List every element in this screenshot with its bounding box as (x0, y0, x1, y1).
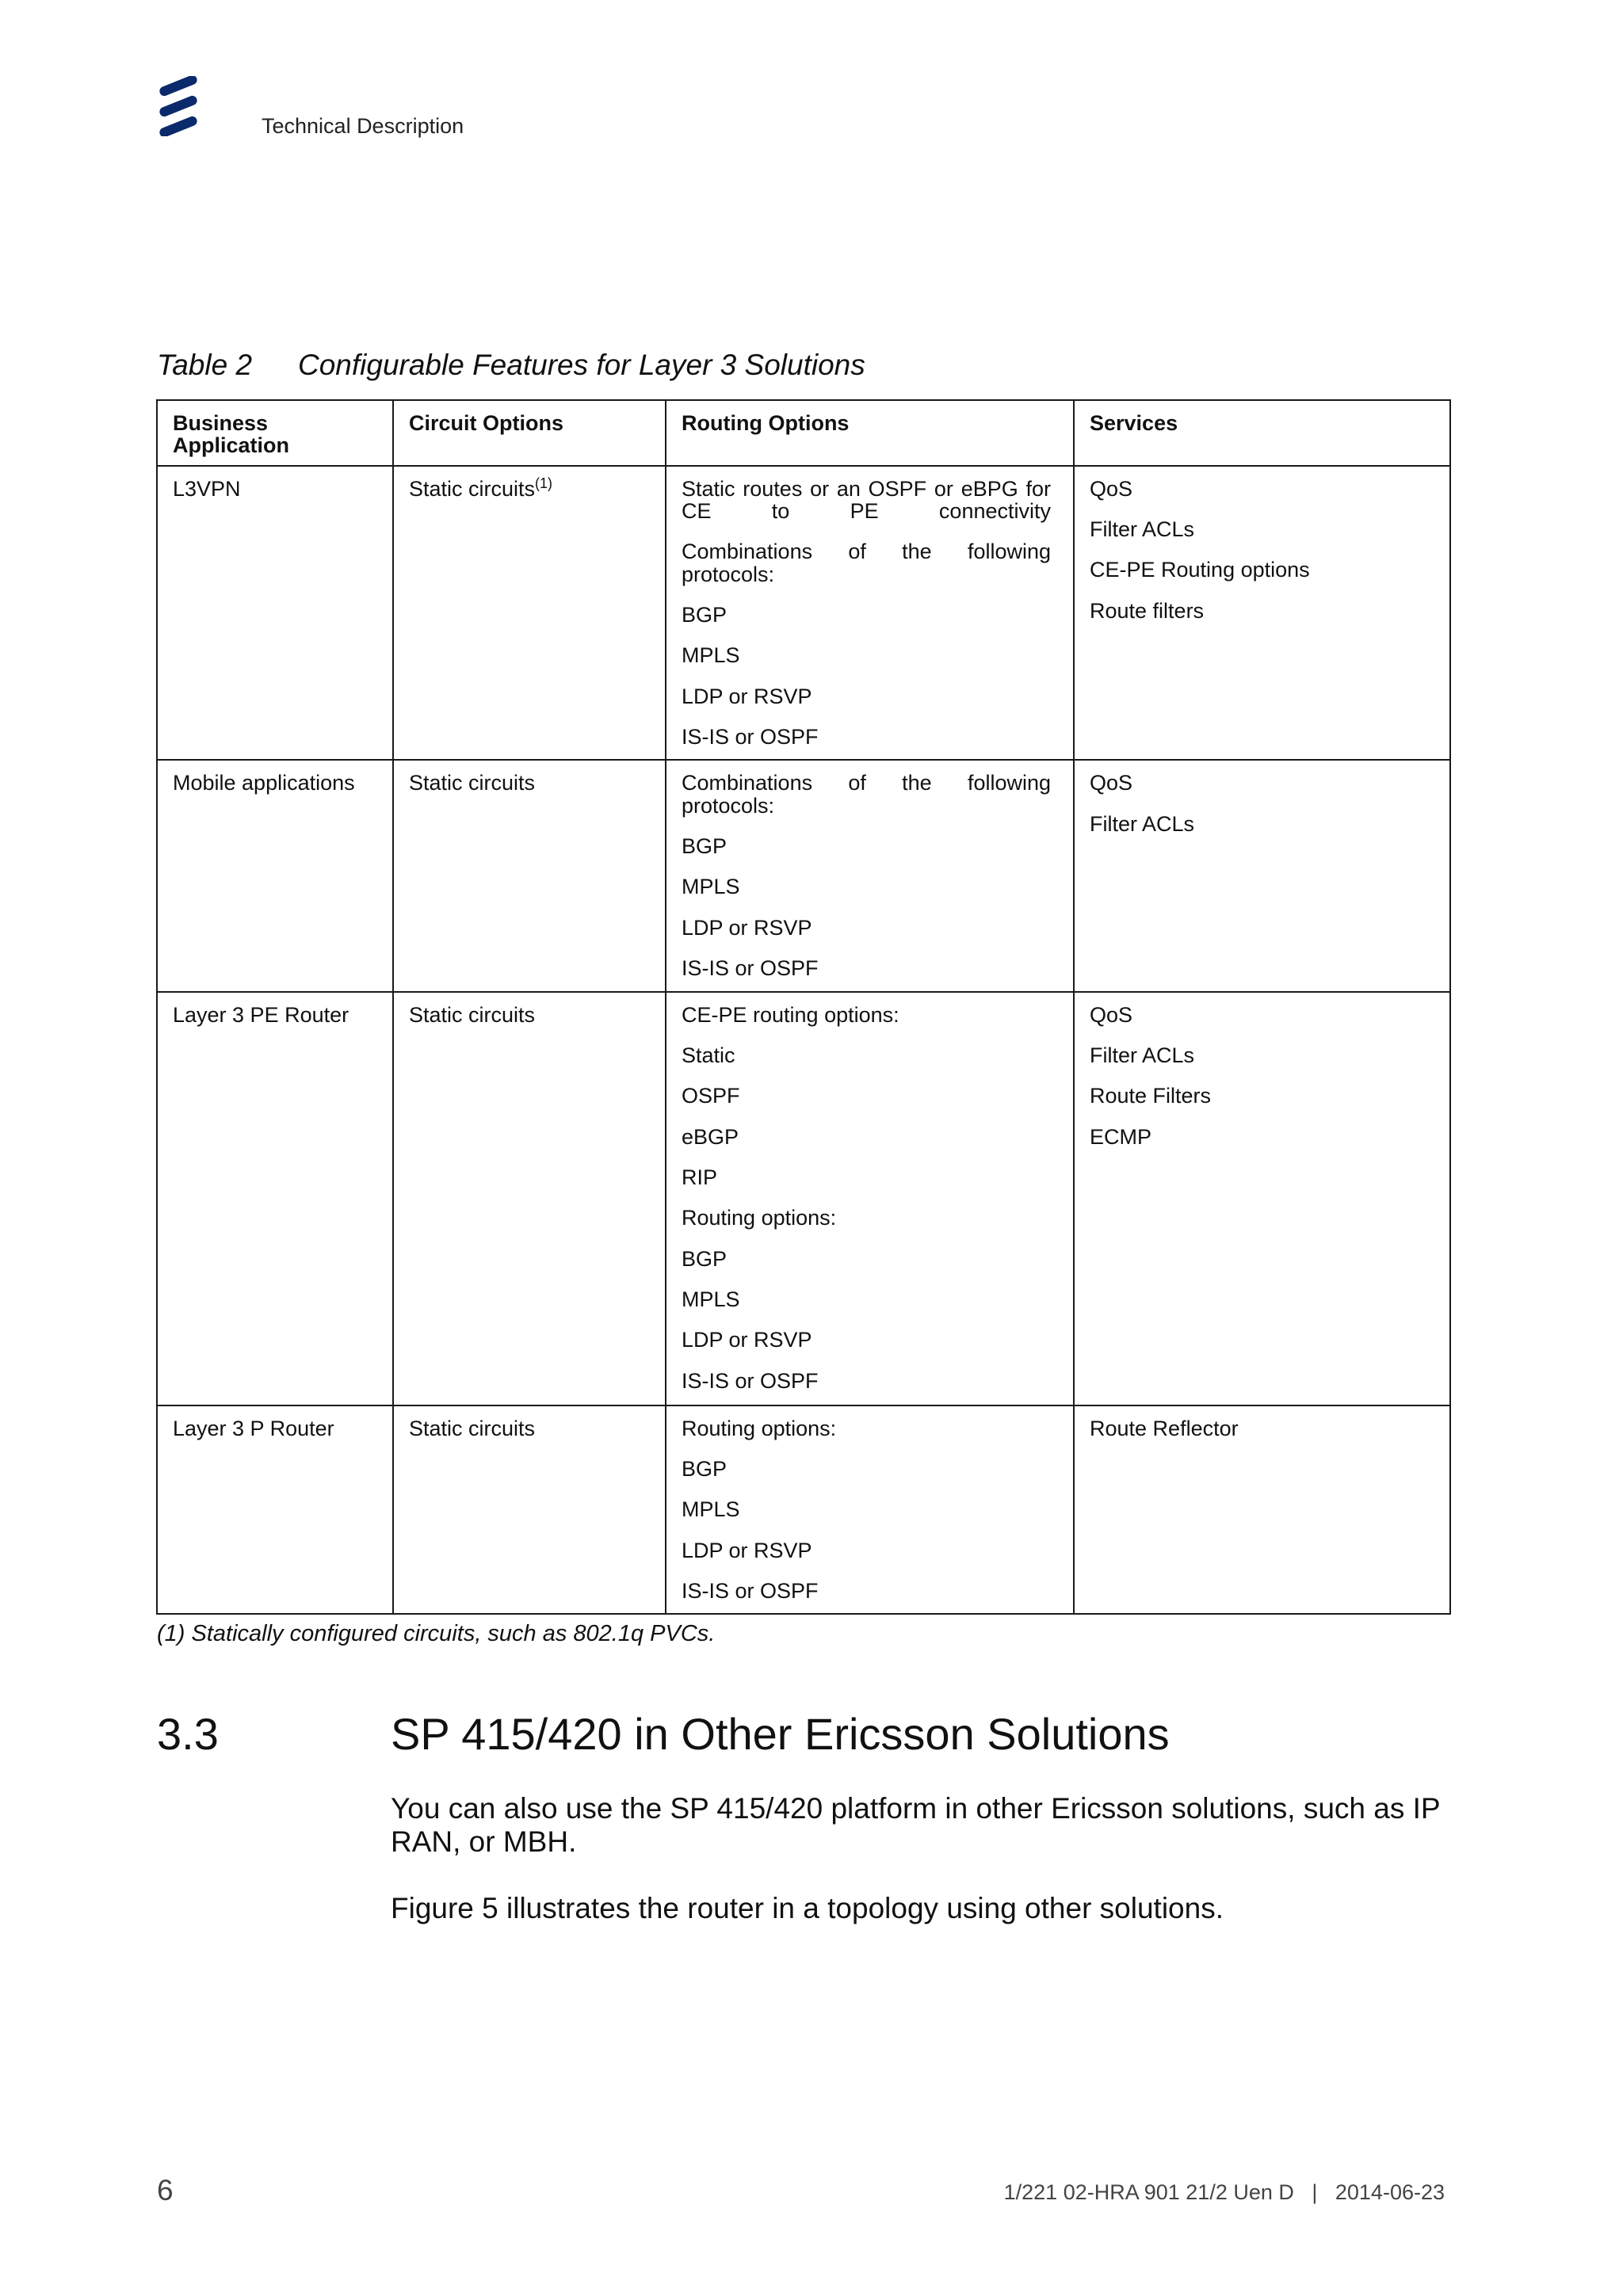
routing-cell (666, 466, 1074, 761)
routing-line: Routing options: (682, 1416, 837, 1440)
circuit-cell: Static circuits (393, 992, 666, 1405)
table-row (157, 466, 1450, 761)
service-line: CE-PE Routing options (1090, 558, 1310, 582)
service-line: Route filters (1090, 598, 1205, 623)
routing-line: Static routes or an OSPF or eBPG for CE to PE connectivity (682, 476, 1051, 524)
circuit-text: Static circuits (409, 476, 536, 501)
routing-line: MPLS (682, 875, 740, 899)
routing-line: BGP (682, 834, 727, 859)
routing-line: IS-IS or OSPF (682, 956, 819, 981)
routing-line: eBGP (682, 1124, 739, 1149)
service-line: Filter ACLs (1090, 811, 1195, 836)
business-cell: Layer 3 PE Router (157, 992, 393, 1405)
document-header-title: Technical Description (262, 114, 464, 138)
routing-line: MPLS (682, 643, 740, 668)
table-row (157, 992, 1450, 1405)
routing-cell (666, 992, 1074, 1405)
service-line: Filter ACLs (1090, 1043, 1195, 1067)
routing-line: LDP or RSVP (682, 1538, 812, 1562)
routing-line: BGP (682, 1246, 727, 1271)
services-cell (1074, 992, 1450, 1405)
table-header-row (157, 400, 1450, 466)
routing-cell (666, 760, 1074, 991)
routing-line: Combinations of the following protocols: (682, 771, 1051, 818)
circuit-cell (393, 466, 666, 761)
table-caption (157, 349, 865, 382)
routing-line: LDP or RSVP (682, 684, 812, 708)
routing-line: BGP (682, 1456, 727, 1481)
routing-line: IS-IS or OSPF (682, 1368, 819, 1393)
service-line: QoS (1090, 1002, 1133, 1027)
table-footnote: (1) Statically configured circuits, such as 802.1q PVCs. (157, 1621, 716, 1646)
routing-line: Combinations of the following protocols: (682, 540, 1051, 586)
service-line: ECMP (1090, 1124, 1152, 1149)
service-line: Route Filters (1090, 1084, 1212, 1108)
service-line: Filter ACLs (1090, 517, 1195, 542)
page-number: 6 (157, 2174, 174, 2206)
column-header-routing: Routing Options (666, 400, 1074, 466)
table-caption-title: Configurable Features for Layer 3 Solutions (298, 349, 865, 381)
routing-line: Static (682, 1043, 735, 1067)
footnote-ref: (1) (535, 475, 553, 491)
routing-line: MPLS (682, 1497, 740, 1522)
body-paragraph: Figure 5 illustrates the router in a topology using other solutions. (391, 1892, 1224, 1924)
service-line: QoS (1090, 476, 1133, 501)
table-caption-number: Table 2 (157, 349, 253, 381)
table-row (157, 1405, 1450, 1615)
column-header-business: Business Application (157, 400, 393, 466)
services-cell (1074, 760, 1450, 991)
body-paragraph: You can also use the SP 415/420 platform in other Ericsson solutions, such as IP RAN, or MBH. (391, 1792, 1440, 1858)
routing-cell (666, 1405, 1074, 1615)
routing-line: MPLS (682, 1287, 740, 1311)
business-cell: L3VPN (157, 466, 393, 761)
section-number: 3.3 (157, 1709, 219, 1759)
features-table (156, 399, 1451, 1615)
circuit-cell: Static circuits (393, 1405, 666, 1615)
routing-line: OSPF (682, 1084, 740, 1108)
services-cell (1074, 466, 1450, 761)
routing-line: LDP or RSVP (682, 915, 812, 940)
routing-line: RIP (682, 1165, 718, 1189)
routing-line: Routing options: (682, 1206, 837, 1230)
service-line: QoS (1090, 771, 1133, 795)
ericsson-logo-icon (155, 76, 203, 136)
business-cell: Mobile applications (157, 760, 393, 991)
section-title: SP 415/420 in Other Ericsson Solutions (391, 1709, 1170, 1759)
column-header-services: Services (1074, 400, 1450, 466)
routing-line: IS-IS or OSPF (682, 725, 819, 749)
column-header-circuit: Circuit Options (393, 400, 666, 466)
routing-line: CE-PE routing options: (682, 1002, 899, 1027)
routing-line: BGP (682, 603, 727, 627)
services-cell (1074, 1405, 1450, 1615)
routing-line: IS-IS or OSPF (682, 1578, 819, 1603)
table-row (157, 760, 1450, 991)
business-cell: Layer 3 P Router (157, 1405, 393, 1615)
service-line: Route Reflector (1090, 1416, 1239, 1440)
routing-line: LDP or RSVP (682, 1328, 812, 1352)
circuit-cell: Static circuits (393, 760, 666, 991)
document-id: 1/221 02-HRA 901 21/2 Uen D | 2014-06-23 (1003, 2180, 1445, 2204)
